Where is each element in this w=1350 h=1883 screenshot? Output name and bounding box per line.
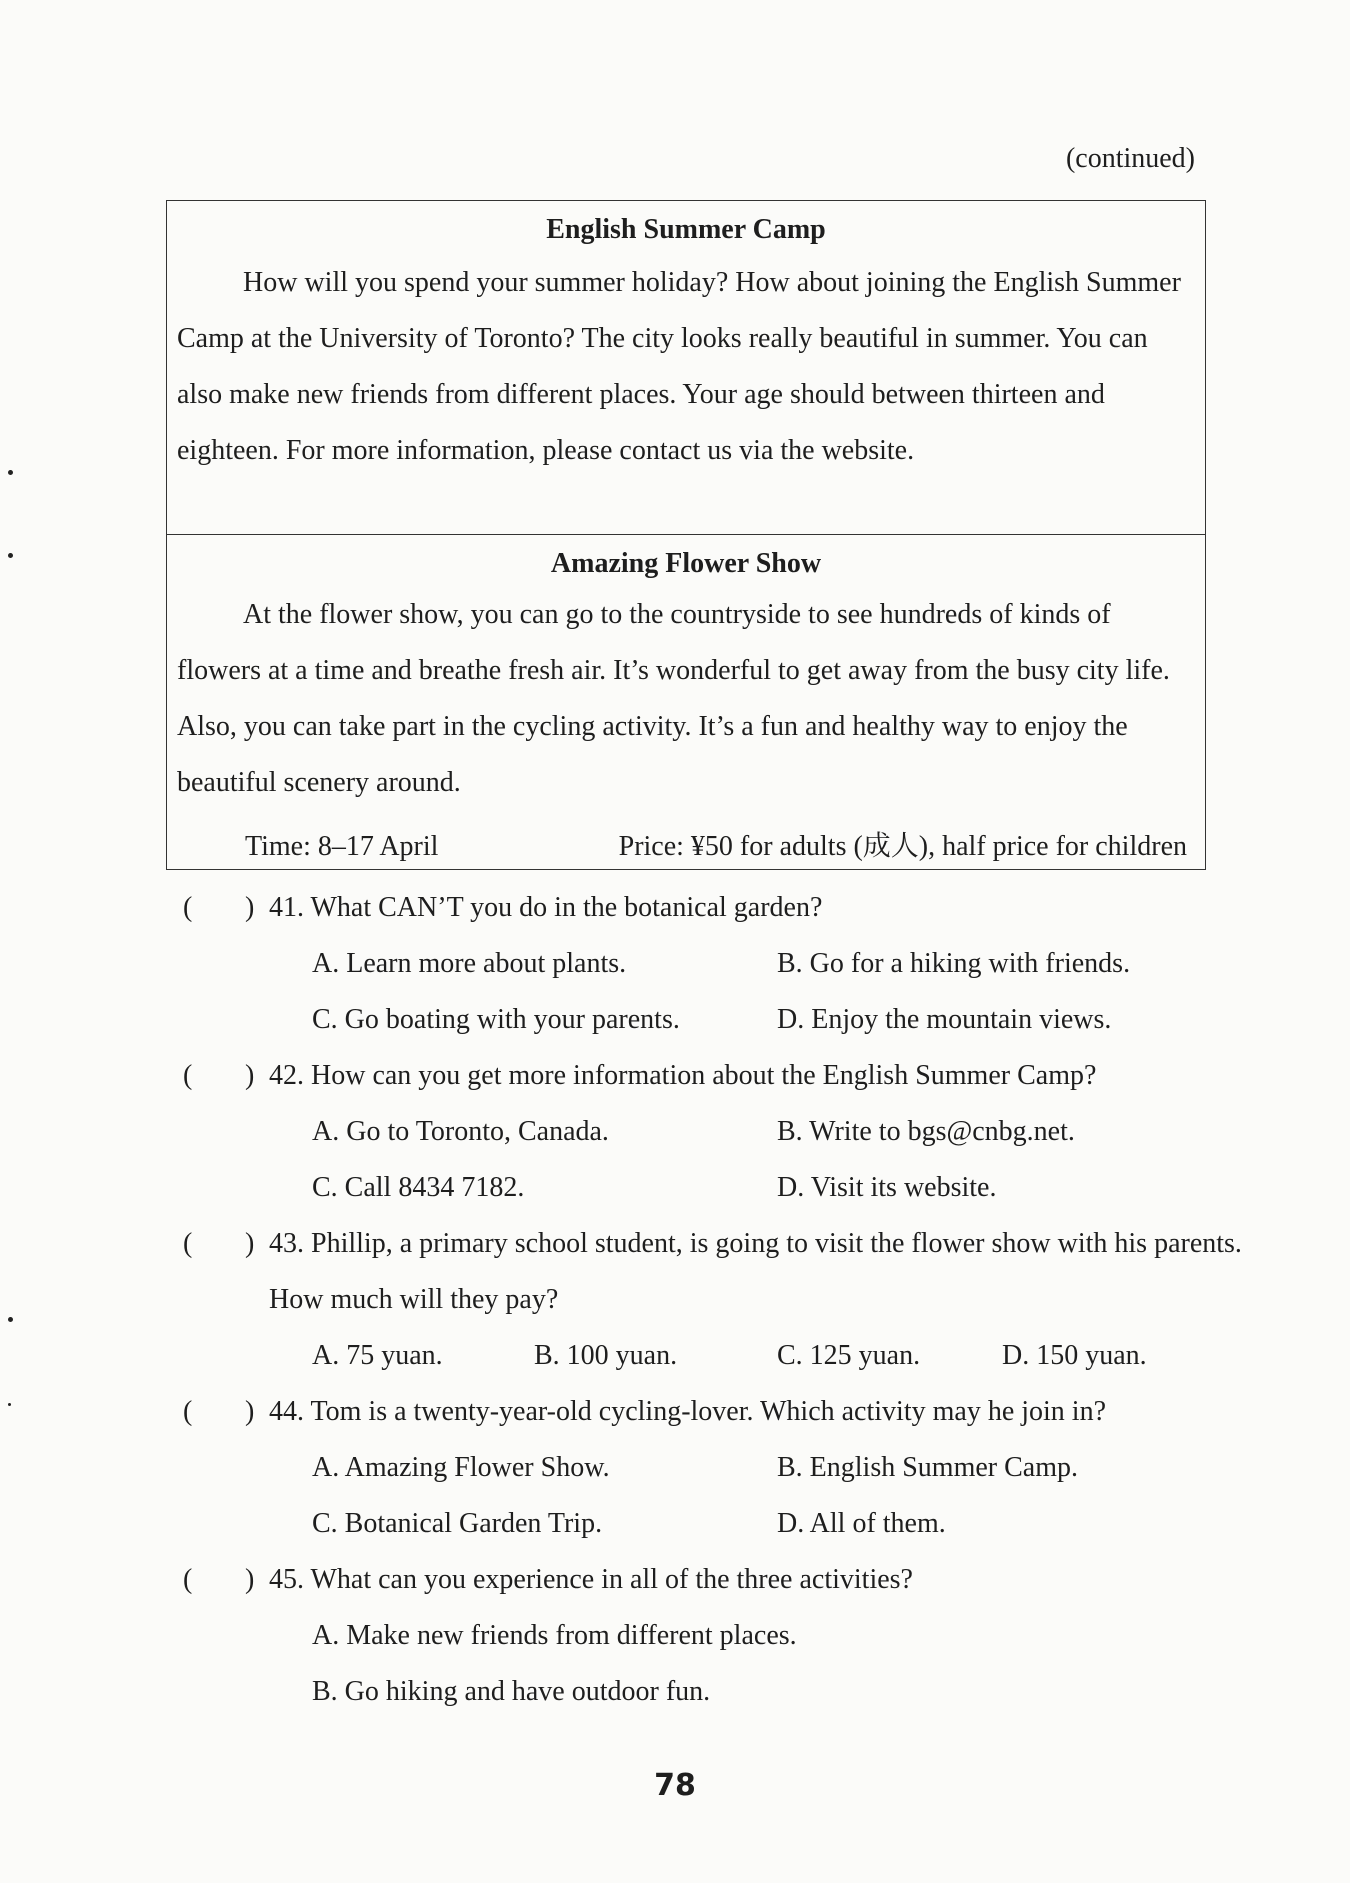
flower-title: Amazing Flower Show <box>550 548 822 579</box>
flower-time: Time: 8–17 April <box>245 831 439 862</box>
question-stem: 44. Tom is a twenty-year-old cycling-lover. Which activity may he join in? <box>269 1396 1107 1427</box>
option-a: A. Amazing Flower Show. <box>312 1452 610 1483</box>
option-b: B. Go for a hiking with friends. <box>777 948 1131 979</box>
margin-dot <box>8 1317 13 1322</box>
answer-open-paren: ( <box>183 1396 193 1427</box>
option-c: C. Go boating with your parents. <box>312 1004 680 1035</box>
option-c: C. Call 8434 7182. <box>312 1172 525 1203</box>
option-b: B. Write to bgs@cnbg.net. <box>777 1116 1075 1147</box>
option-b: B. English Summer Camp. <box>777 1452 1078 1483</box>
option-d: D. Enjoy the mountain views. <box>777 1004 1112 1035</box>
margin-dot <box>8 1403 11 1406</box>
option-b: B. Go hiking and have outdoor fun. <box>312 1676 711 1707</box>
continued-label: (continued) <box>1065 143 1195 174</box>
option-a: A. Learn more about plants. <box>312 948 627 979</box>
answer-open-paren: ( <box>183 1228 193 1259</box>
option-d: D. 150 yuan. <box>1002 1340 1147 1371</box>
flower-price: Price: ¥50 for adults (成人), half price for children <box>618 831 1187 862</box>
camp-text: How will you spend your summer holiday? How about joining the English Summer Camp at the University of Toronto? The city looks really beautiful in summer. You can also make new friends from different places. Your age should between thirteen and eighteen. For more information, please contact us via the website. <box>177 267 1181 466</box>
margin-dot <box>8 470 13 475</box>
camp-title: English Summer Camp <box>546 214 826 245</box>
answer-close-paren: ) <box>245 892 255 923</box>
answer-close-paren: ) <box>245 1228 255 1259</box>
flower-info <box>245 829 1187 865</box>
option-c: C. 125 yuan. <box>777 1340 921 1371</box>
option-a: A. Go to Toronto, Canada. <box>312 1116 609 1147</box>
option-a: A. Make new friends from different places. <box>312 1620 797 1651</box>
question-stem: 41. What CAN’T you do in the botanical garden? <box>269 892 823 923</box>
option-c: C. Botanical Garden Trip. <box>312 1508 603 1539</box>
answer-close-paren: ) <box>245 1564 255 1595</box>
answer-close-paren: ) <box>245 1060 255 1091</box>
question-stem: 42. How can you get more information about the English Summer Camp? <box>269 1060 1097 1091</box>
answer-open-paren: ( <box>183 892 193 923</box>
page-number: 78 <box>654 1768 696 1803</box>
answer-close-paren: ) <box>245 1396 255 1427</box>
answer-open-paren: ( <box>183 1564 193 1595</box>
question-stem: 43. Phillip, a primary school student, is going to visit the flower show with his parents. How much will they pay? <box>269 1228 1242 1315</box>
flower-box <box>166 534 1206 870</box>
option-d: D. Visit its website. <box>777 1172 997 1203</box>
option-b: B. 100 yuan. <box>534 1340 678 1371</box>
question-stem: 45. What can you experience in all of the three activities? <box>269 1564 913 1595</box>
margin-dot <box>8 553 13 558</box>
option-a: A. 75 yuan. <box>312 1340 443 1371</box>
camp-box <box>166 200 1206 535</box>
answer-open-paren: ( <box>183 1060 193 1091</box>
flower-text: At the flower show, you can go to the countryside to see hundreds of kinds of flowers at a time and breathe fresh air. It’s wonderful to get away from the busy city life. Also, you can take part in the cycling activity. It’s a fun and healthy way to enjoy the beautiful scenery around. <box>177 599 1170 798</box>
option-d: D. All of them. <box>777 1508 946 1539</box>
